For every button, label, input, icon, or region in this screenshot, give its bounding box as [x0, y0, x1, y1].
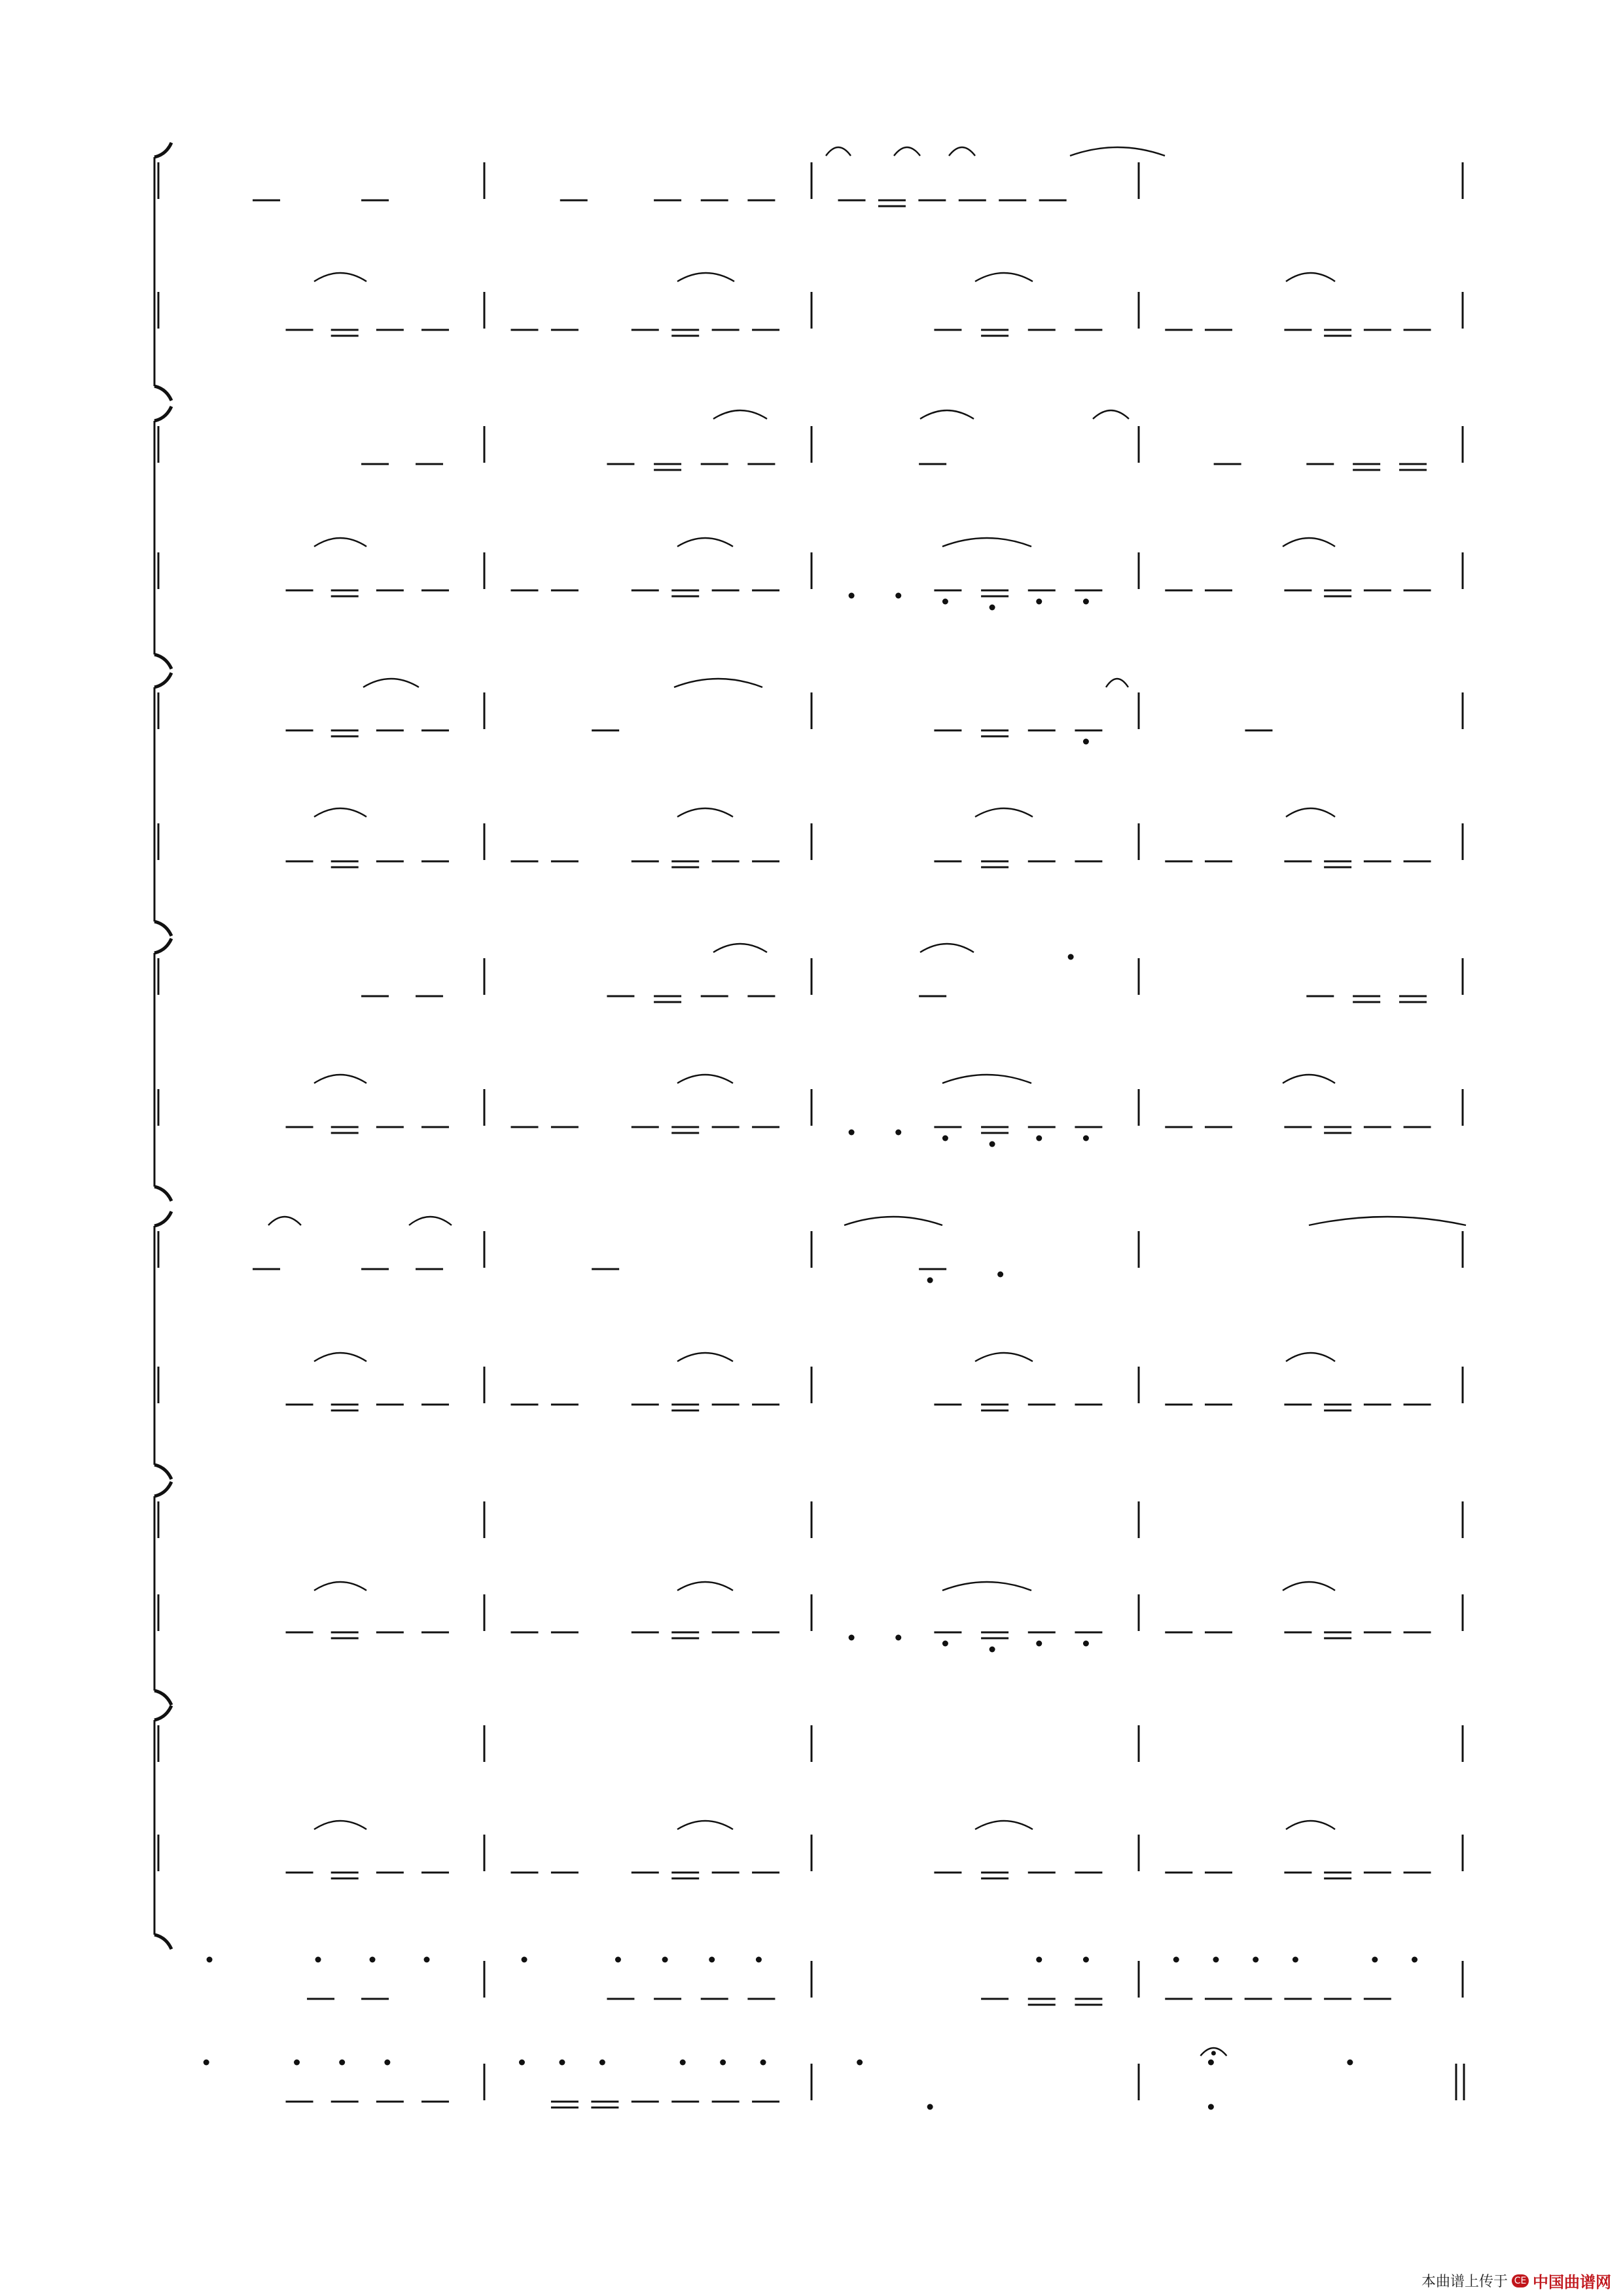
slur-tie [826, 147, 851, 156]
octave-up-dot [1213, 1957, 1219, 1963]
octave-down-dot [942, 599, 948, 605]
bracket-hook-top [154, 939, 171, 953]
octave-up-dot [599, 2060, 605, 2066]
bracket-hook-bottom [154, 1935, 171, 1949]
slur-tie [677, 538, 733, 547]
octave-down-dot [849, 593, 855, 599]
bracket-hook-top [154, 1211, 171, 1226]
octave-up-dot [204, 2060, 209, 2066]
footer-text: 本曲谱上传于 [1421, 2274, 1508, 2290]
octave-up-dot [384, 2060, 390, 2066]
slur-tie [677, 808, 733, 817]
octave-down-dot [997, 1272, 1003, 1278]
octave-up-dot [424, 1957, 430, 1963]
bracket-hook-top [154, 1706, 171, 1720]
octave-down-dot [1083, 1136, 1089, 1141]
octave-up-dot [1412, 1957, 1418, 1963]
octave-down-dot [990, 1647, 995, 1653]
slur-tie [920, 410, 974, 419]
octave-down-dot [1036, 1136, 1042, 1141]
octave-up-dot [680, 2060, 686, 2066]
slur-tie [1286, 808, 1335, 817]
slur-tie [975, 1821, 1033, 1829]
bracket-hook-top [154, 143, 171, 157]
octave-up-dot [615, 1957, 621, 1963]
octave-down-dot [1036, 599, 1042, 605]
slur-tie [942, 1075, 1031, 1083]
source-footer [1421, 2269, 1611, 2292]
octave-up-dot [720, 2060, 726, 2066]
octave-down-dot [895, 593, 901, 599]
octave-up-dot [756, 1957, 762, 1963]
slur-tie [1309, 1217, 1466, 1225]
slur-tie [314, 1582, 366, 1590]
bracket-hook-top [154, 673, 171, 687]
slur-tie [894, 147, 920, 156]
slur-tie [975, 273, 1033, 281]
octave-up-dot [1253, 1957, 1258, 1963]
bracket-hook-bottom [154, 386, 171, 401]
slur-tie [1070, 147, 1165, 156]
bracket-hook-bottom [154, 922, 171, 936]
octave-up-dot [207, 1957, 213, 1963]
octave-down-dot [990, 605, 995, 611]
site-logo-icon: CE [1512, 2274, 1529, 2287]
slur-tie [844, 1217, 942, 1225]
fermata-dot [1211, 2051, 1216, 2056]
slur-tie [1286, 1821, 1335, 1829]
slur-tie [713, 410, 767, 419]
octave-up-dot [662, 1957, 668, 1963]
octave-up-dot [1347, 2060, 1353, 2066]
octave-down-dot [895, 1130, 901, 1136]
octave-up-dot [522, 1957, 527, 1963]
bracket-hook-top [154, 406, 171, 421]
octave-up-dot [339, 2060, 345, 2066]
octave-up-dot [1083, 1957, 1089, 1963]
octave-up-dot [315, 1957, 321, 1963]
slur-tie [677, 1075, 733, 1083]
octave-up-dot [519, 2060, 525, 2066]
octave-up-dot [1372, 1957, 1378, 1963]
octave-down-dot [1083, 599, 1089, 605]
slur-tie [677, 1582, 733, 1590]
bracket-hook-bottom [154, 1691, 171, 1705]
octave-down-dot [849, 1130, 855, 1136]
slur-tie [1093, 410, 1129, 419]
octave-up-dot [1173, 1957, 1179, 1963]
octave-up-dot [857, 2060, 863, 2066]
slur-tie [314, 273, 366, 281]
slur-tie [942, 1582, 1031, 1590]
slur-tie [920, 944, 974, 952]
site-logo-text: 中国曲谱网 [1533, 2273, 1611, 2291]
octave-up-dot [559, 2060, 565, 2066]
slur-tie [314, 1075, 366, 1083]
slur-tie [1283, 1582, 1335, 1590]
slur-tie [677, 1353, 733, 1361]
octave-up-dot [1068, 954, 1074, 960]
slur-tie [713, 944, 767, 952]
slur-tie [268, 1217, 301, 1225]
bracket-hook-bottom [154, 655, 171, 669]
slur-tie [314, 538, 366, 547]
octave-down-dot [990, 1141, 995, 1147]
slur-tie [1106, 679, 1128, 687]
octave-down-dot [1036, 1641, 1042, 1647]
slur-tie [942, 538, 1031, 547]
slur-tie [677, 1821, 733, 1829]
slur-tie [674, 679, 762, 687]
slur-tie [1283, 1075, 1335, 1083]
octave-up-dot [370, 1957, 376, 1963]
octave-down-dot [895, 1635, 901, 1641]
octave-down-dot [1083, 1641, 1089, 1647]
slur-tie [314, 1353, 366, 1361]
slur-tie [1283, 538, 1335, 547]
bracket-hook-top [154, 1482, 171, 1496]
octave-down-dot [849, 1635, 855, 1641]
bracket-hook-bottom [154, 1465, 171, 1479]
octave-up-dot [1036, 1957, 1042, 1963]
octave-down-dot [942, 1641, 948, 1647]
octave-down-dot [1083, 739, 1089, 745]
octave-up-dot [294, 2060, 300, 2066]
bracket-hook-bottom [154, 1187, 171, 1201]
octave-up-dot [1208, 2060, 1214, 2066]
octave-down-dot [1208, 2104, 1214, 2110]
slur-tie [363, 679, 419, 687]
slur-tie [1286, 1353, 1335, 1361]
octave-down-dot [942, 1136, 948, 1141]
octave-up-dot [709, 1957, 715, 1963]
octave-up-dot [760, 2060, 766, 2066]
slur-tie [949, 147, 975, 156]
slur-tie [1286, 273, 1335, 281]
slur-tie [314, 1821, 366, 1829]
octave-down-dot [927, 1278, 933, 1283]
octave-up-dot [1293, 1957, 1298, 1963]
slur-tie [975, 1353, 1033, 1361]
slur-tie [314, 808, 366, 817]
slur-tie [409, 1217, 452, 1225]
slur-tie [975, 808, 1033, 817]
octave-down-dot [927, 2104, 933, 2110]
slur-tie [677, 273, 734, 281]
